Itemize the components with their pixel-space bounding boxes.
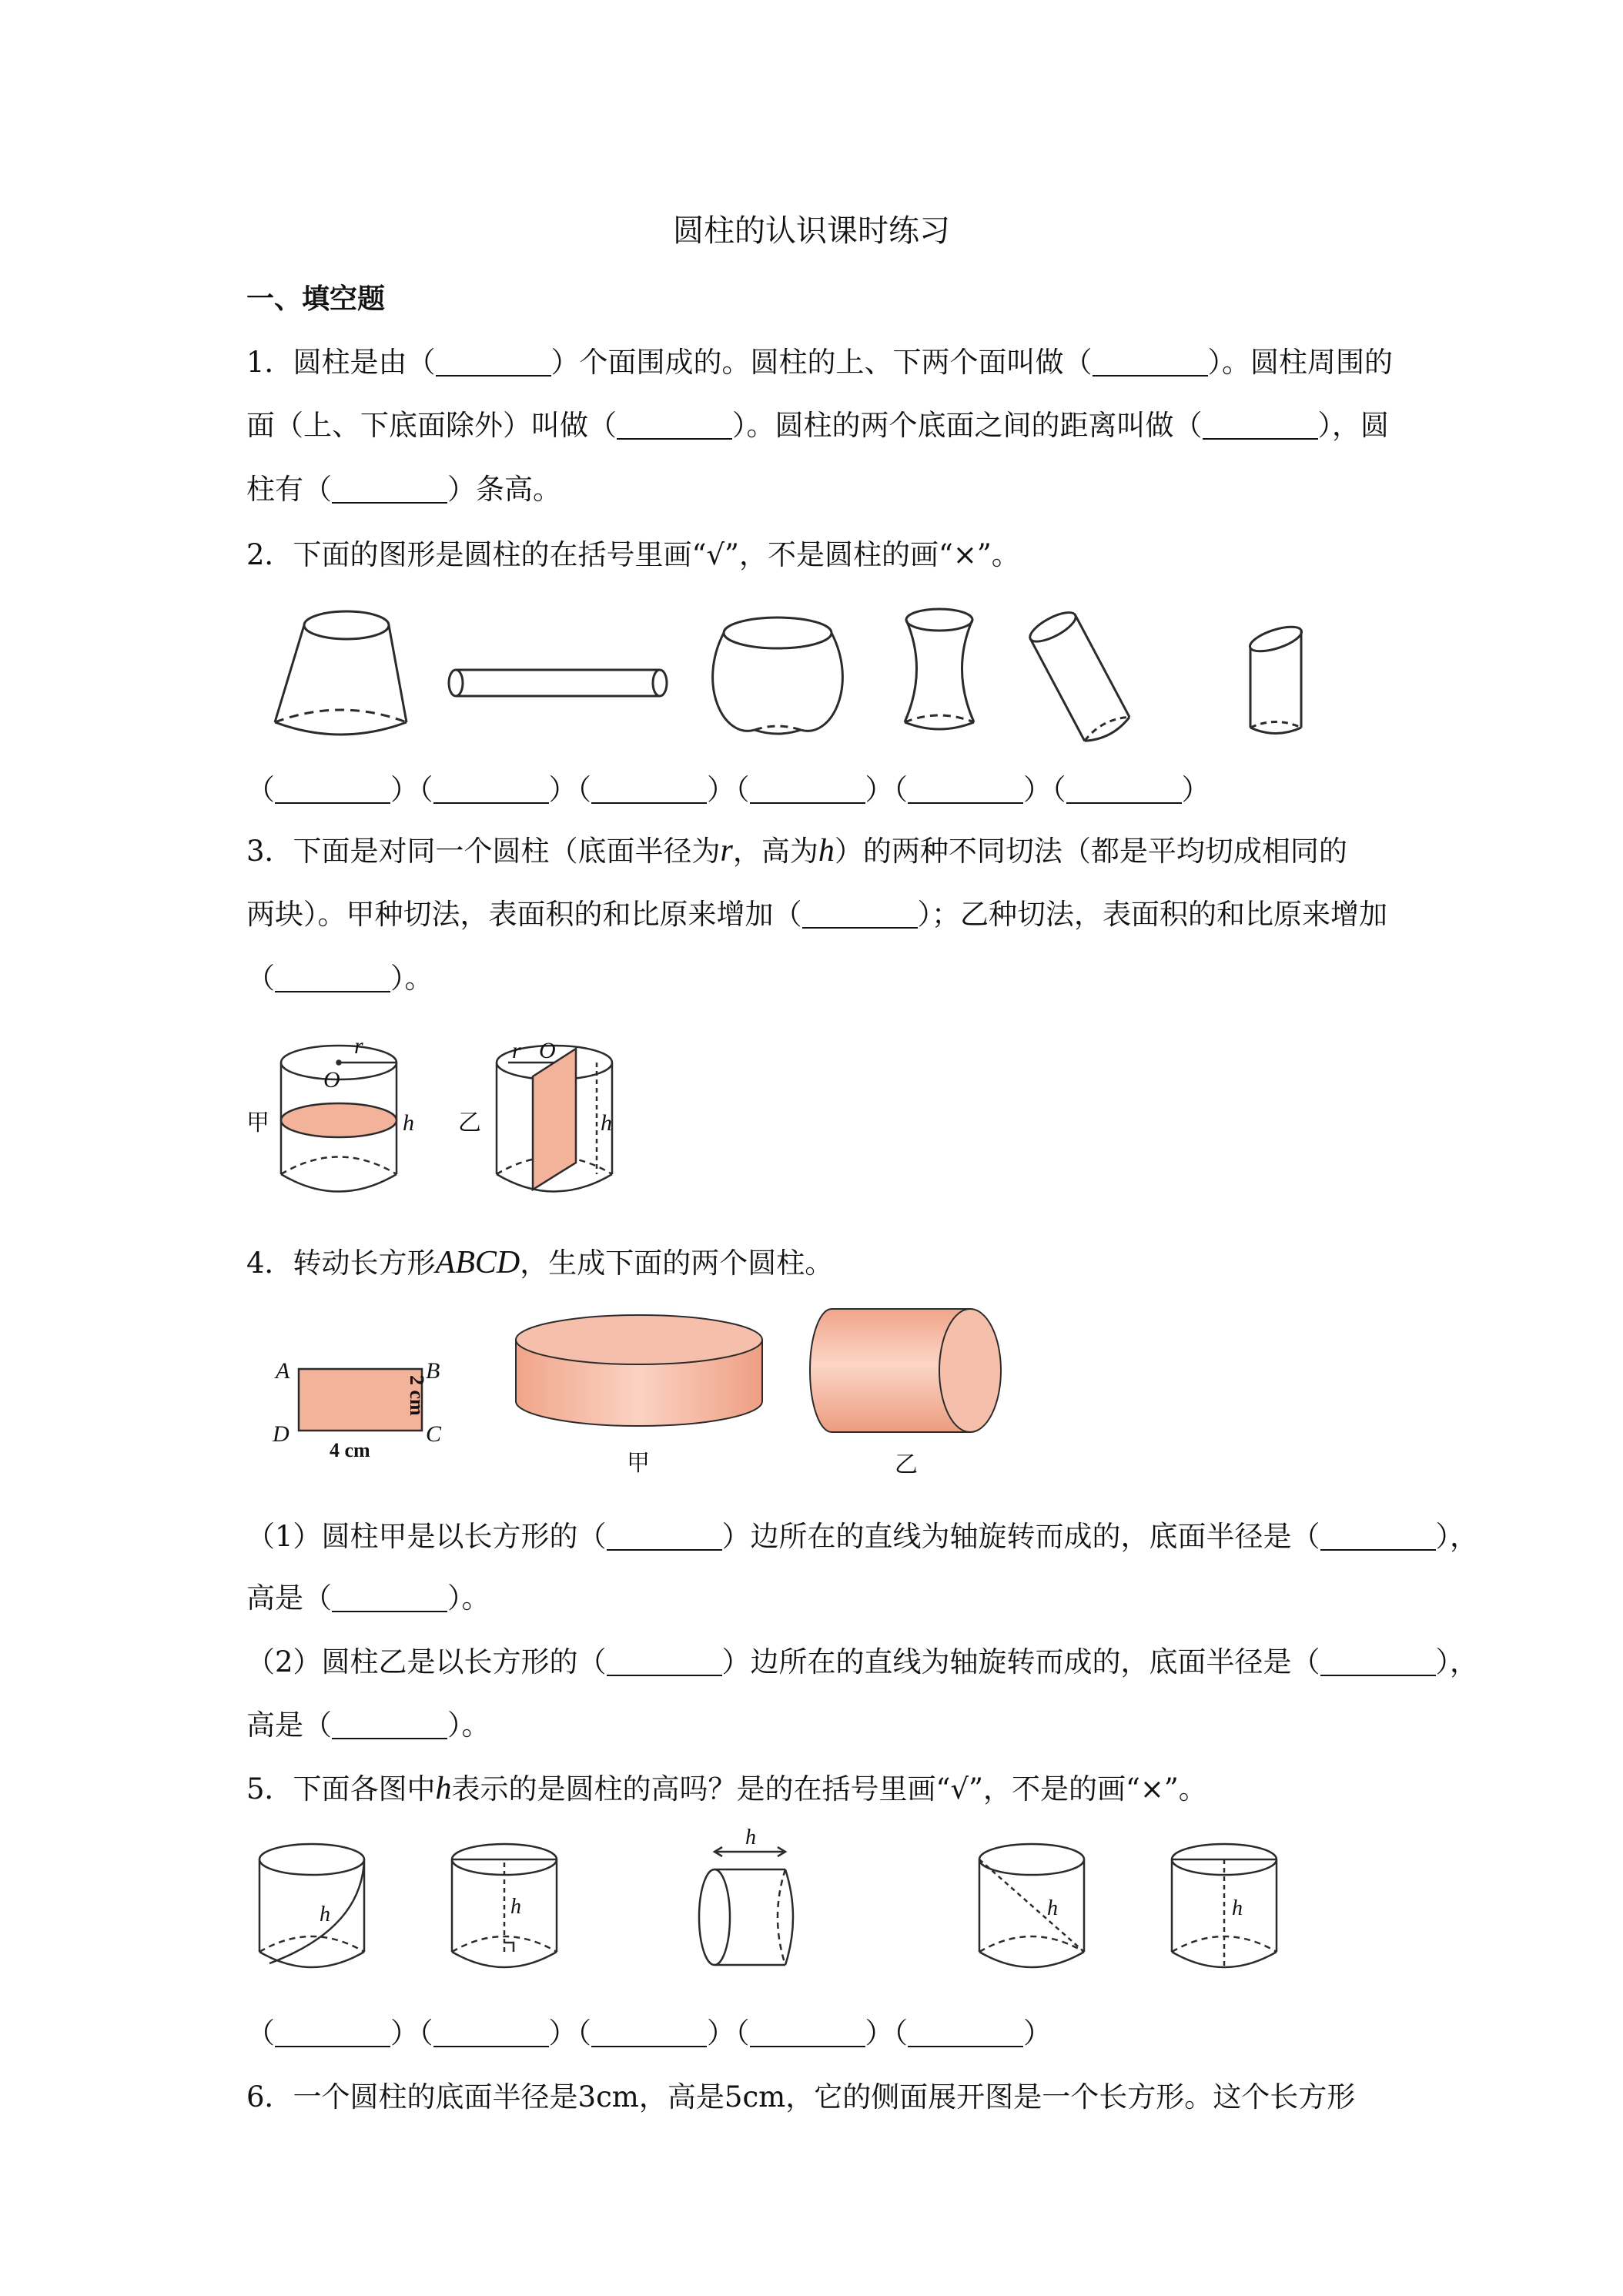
q4-sub1-line-1: （1）圆柱甲是以长方形的（ ）边所在的直线为轴旋转而成的，底面半径是（ ）， xyxy=(246,1520,1479,1553)
cylinder-q5-5 xyxy=(1172,1844,1277,1967)
answer-blank[interactable] xyxy=(908,776,1023,804)
q3-line-1: 3．下面是对同一个圆柱（底面半径为r，高为h）的两种不同切法（都是平均切成相同的 xyxy=(246,833,1347,869)
rod-shape xyxy=(449,670,667,696)
answer-blank[interactable] xyxy=(332,1712,447,1739)
answer-blank[interactable] xyxy=(332,1585,447,1612)
answer-blank[interactable] xyxy=(433,776,549,804)
label-jia-4: 甲 xyxy=(627,1451,650,1476)
answer-blank[interactable] xyxy=(607,1648,722,1676)
q4-sub1-line-2: 高是（ ）。 xyxy=(246,1581,490,1615)
answer-blank[interactable] xyxy=(436,349,551,377)
label-height: 2 cm xyxy=(406,1375,428,1416)
q2-text: 2．下面的图形是圆柱的在括号里画“√”，不是圆柱的画“×”。 xyxy=(246,538,1020,571)
q1-line-1: 1．圆柱是由（ ）个面围成的。圆柱的上、下两个面叫做（ ）。圆柱周围的 xyxy=(246,346,1394,379)
section-heading: 一、填空题 xyxy=(246,283,386,315)
q4-rotation-figure xyxy=(262,1301,1032,1486)
rectangle-abcd xyxy=(299,1369,422,1431)
frustum-shape xyxy=(275,611,407,735)
tilted-cylinder-shape xyxy=(1026,607,1133,746)
cylinder-q5-3 xyxy=(699,1847,793,1965)
q4-sub2-line-1: （2）圆柱乙是以长方形的（ ）边所在的直线为轴旋转而成的，底面半径是（ ）， xyxy=(246,1645,1479,1678)
label-h-5: h xyxy=(1232,1896,1243,1920)
answer-blank[interactable] xyxy=(750,2020,865,2047)
answer-blank[interactable] xyxy=(908,2020,1023,2047)
q5-answer-row: （ ）（ ）（ ）（ ）（ ） xyxy=(246,2017,1052,2050)
q5-height-figure xyxy=(246,1829,1324,1998)
answer-blank[interactable] xyxy=(332,476,447,504)
q4-line-1: 4．转动长方形ABCD，生成下面的两个圆柱。 xyxy=(246,1245,834,1280)
answer-blank[interactable] xyxy=(1320,1523,1436,1551)
page-title: 圆柱的认识课时练习 xyxy=(673,213,950,249)
answer-blank[interactable] xyxy=(591,2020,707,2047)
cylinder-q5-1 xyxy=(259,1844,364,1967)
label-a: A xyxy=(276,1358,290,1384)
answer-blank[interactable] xyxy=(591,776,707,804)
label-h-3: h xyxy=(745,1829,756,1849)
label-h2: h xyxy=(601,1110,612,1136)
q6-text: 6．一个圆柱的底面半径是3cm，高是5cm，它的侧面展开图是一个长方形。这个长方形 xyxy=(246,2080,1356,2114)
cylinder-q5-2 xyxy=(452,1844,557,1967)
q5-text: 5．下面各图中h表示的是圆柱的高吗？是的在括号里画“√”，不是的画“×”。 xyxy=(246,1771,1207,1806)
q2-shapes-figure xyxy=(262,593,1386,747)
label-yi: 乙 xyxy=(458,1110,481,1136)
answer-blank[interactable] xyxy=(1093,349,1208,377)
label-o: O xyxy=(323,1067,340,1093)
answer-blank[interactable] xyxy=(275,776,390,804)
label-h-2: h xyxy=(510,1895,521,1919)
label-c: C xyxy=(426,1421,442,1447)
cylinder-yi-lying xyxy=(810,1309,1001,1432)
label-h-1: h xyxy=(320,1903,330,1926)
q1-line-2: 面（上、下底面除外）叫做（ ）。圆柱的两个底面之间的距离叫做（ ），圆 xyxy=(246,409,1389,442)
q2-answer-row: （ ）（ ）（ ）（ ）（ ）（ ） xyxy=(246,773,1210,806)
hourglass-cylinder-shape xyxy=(905,609,974,729)
cylinder-yi xyxy=(497,1046,612,1192)
answer-blank[interactable] xyxy=(275,2020,390,2047)
answer-blank[interactable] xyxy=(617,412,732,440)
label-width: 4 cm xyxy=(330,1439,370,1461)
cylinder-jia-disc xyxy=(516,1315,762,1426)
answer-blank[interactable] xyxy=(802,901,918,929)
label-d: D xyxy=(273,1421,289,1447)
answer-blank[interactable] xyxy=(1320,1648,1436,1676)
q4-sub2-line-2: 高是（ ）。 xyxy=(246,1709,490,1742)
answer-blank[interactable] xyxy=(1066,776,1182,804)
answer-blank[interactable] xyxy=(1203,412,1318,440)
answer-blank[interactable] xyxy=(433,2020,549,2047)
label-o2: O xyxy=(539,1038,556,1063)
q1-line-3: 柱有（ ）条高。 xyxy=(246,473,561,506)
label-r: r xyxy=(354,1033,363,1059)
q3-cut-figure xyxy=(246,1032,647,1209)
cylinder-q5-4 xyxy=(979,1844,1084,1967)
label-r2: r xyxy=(512,1038,521,1063)
answer-blank[interactable] xyxy=(275,965,390,992)
slanted-cylinder-shape xyxy=(1247,622,1304,734)
answer-blank[interactable] xyxy=(750,776,865,804)
label-h: h xyxy=(403,1110,414,1136)
q3-line-3: （ ）。 xyxy=(246,962,433,995)
label-h-4: h xyxy=(1047,1896,1058,1920)
label-b: B xyxy=(426,1358,440,1384)
answer-blank[interactable] xyxy=(607,1523,722,1551)
label-jia: 甲 xyxy=(246,1110,269,1136)
sphere-shape xyxy=(713,618,843,734)
label-yi-4: 乙 xyxy=(895,1452,918,1478)
q3-line-2: 两块）。甲种切法，表面积的和比原来增加（ ）；乙种切法，表面积的和比原来增加 xyxy=(246,898,1387,931)
